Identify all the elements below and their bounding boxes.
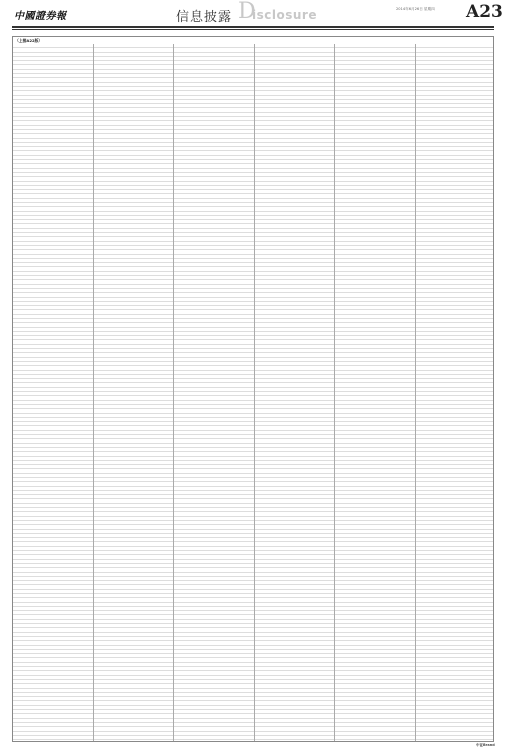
table-column [174,44,255,742]
section-title-en: isclosure [252,8,317,22]
section-title-cn: 信息披露 [176,10,233,25]
table-column [94,44,175,742]
table-columns [13,44,494,742]
section-title-en-initial: D [238,0,256,24]
disclosure-table [12,36,494,742]
table-column [13,44,94,742]
issue-dateline: 2014年6月26日 星期四 [396,7,435,11]
table-column [335,44,416,742]
table-row [174,736,254,740]
table-row [13,736,93,740]
table-row [94,736,174,740]
header-rule-thin [12,29,494,30]
newspaper-masthead: 中國證券報 [14,11,67,22]
table-column [255,44,336,742]
page-number: A23 [466,2,503,22]
header-rule [12,26,494,28]
table-row [255,736,335,740]
page-header [0,0,506,26]
table-continuation-label: （上接A22版） [15,38,43,43]
